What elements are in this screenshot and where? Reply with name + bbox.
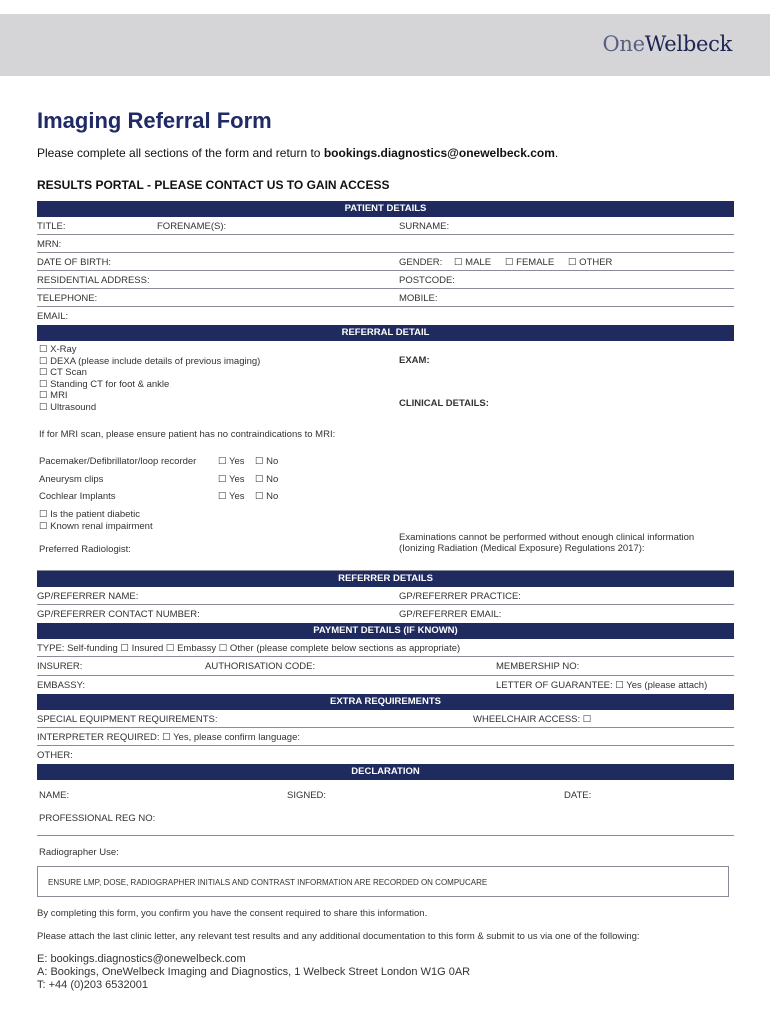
modality-ultrasound-checkbox[interactable]: ☐ Ultrasound (39, 401, 97, 413)
exam-note-line-1: Examinations cannot be performed without enough clinical information (399, 532, 695, 543)
row-email (37, 307, 734, 325)
row-dob (37, 253, 734, 271)
surname-field[interactable]: SURNAME: (399, 221, 450, 232)
brand-one: One (602, 32, 645, 56)
section-payment-details: PAYMENT DETAILS (IF KNOWN) (37, 623, 734, 639)
telephone-field[interactable]: TELEPHONE: (37, 293, 98, 304)
section-referrer-details: REFERRER DETAILS (37, 571, 734, 587)
payment-type-options[interactable]: TYPE: Self-funding ☐ Insured ☐ Embassy ☐ Other (please complete below sections as appropriate) (37, 643, 461, 654)
wheelchair-access-checkbox[interactable]: WHEELCHAIR ACCESS: ☐ (473, 714, 592, 725)
postcode-field[interactable]: POSTCODE: (399, 275, 455, 286)
brand-welbeck: Welbeck (644, 32, 732, 56)
modality-ct-checkbox[interactable]: ☐ CT Scan (39, 367, 87, 378)
cochlear-label: Cochlear Implants (39, 491, 116, 502)
attach-instructions: Please attach the last clinic letter, any relevant test results and any additional documentation to this form & submit to us via one of the following: (37, 931, 640, 942)
row-address (37, 271, 734, 289)
exam-note-line-2: (Ionizing Radiation (Medical Exposure) Regulations 2017): (399, 543, 645, 554)
radiographer-use-label: Radiographer Use: (39, 847, 119, 858)
aneurysm-yes-checkbox[interactable]: ☐ Yes (218, 474, 245, 485)
gender-other-checkbox[interactable]: ☐ OTHER (568, 257, 613, 268)
intro-end: . (554, 146, 559, 160)
insurer-field[interactable]: INSURER: (37, 661, 83, 672)
embassy-field[interactable]: EMBASSY: (37, 680, 86, 691)
row-other (37, 746, 734, 764)
intro-email-link[interactable]: bookings.diagnostics@onewelbeck.com (323, 146, 555, 160)
row-embassy (37, 676, 734, 694)
other-field[interactable]: OTHER: (37, 750, 73, 761)
modality-list (39, 344, 260, 413)
dob-field[interactable]: DATE OF BIRTH: (37, 257, 112, 268)
row-mrn (37, 235, 734, 253)
intro-text (37, 146, 558, 160)
clinical-details-field[interactable]: CLINICAL DETAILS: (399, 398, 489, 409)
forename-field[interactable]: FORENAME(S): (157, 221, 227, 232)
pacemaker-label: Pacemaker/Defibrillator/loop recorder (39, 456, 197, 467)
declaration-block (37, 780, 734, 875)
section-declaration: DECLARATION (37, 764, 734, 780)
interpreter-field[interactable]: INTERPRETER REQUIRED: ☐ Yes, please confirm language: (37, 732, 301, 743)
intro-lead: Please complete all sections of the form and return to (37, 146, 324, 160)
exam-field[interactable]: EXAM: (399, 355, 430, 366)
referrer-contact-field[interactable]: GP/REFERRER CONTACT NUMBER: (37, 609, 200, 620)
modality-dexa-checkbox[interactable]: ☐ DEXA (please include details of previous imaging) (39, 355, 261, 367)
row-payment-type (37, 639, 734, 657)
pacemaker-no-checkbox[interactable]: ☐ No (255, 456, 279, 467)
declaration-date-field[interactable]: DATE: (564, 790, 592, 801)
modality-mri-checkbox[interactable]: ☐ MRI (39, 390, 68, 401)
referrer-practice-field[interactable]: GP/REFERRER PRACTICE: (399, 591, 521, 602)
declaration-divider (37, 835, 734, 836)
results-portal-notice: RESULTS PORTAL - PLEASE CONTACT US TO GAIN ACCESS (37, 178, 390, 192)
renal-checkbox[interactable]: ☐ Known renal impairment (39, 521, 153, 532)
section-extra-requirements: EXTRA REQUIREMENTS (37, 694, 734, 710)
row-interpreter (37, 728, 734, 746)
gender-label: GENDER: (399, 257, 443, 268)
declaration-name-field[interactable]: NAME: (39, 790, 70, 801)
section-referral-detail: REFERRAL DETAIL (37, 325, 734, 341)
compucare-notice-box (37, 866, 729, 897)
cochlear-no-checkbox[interactable]: ☐ No (255, 491, 279, 502)
row-name (37, 217, 734, 235)
contact-email[interactable]: E: bookings.diagnostics@onewelbeck.com (37, 953, 246, 965)
aneurysm-no-checkbox[interactable]: ☐ No (255, 474, 279, 485)
referrer-email-field[interactable]: GP/REFERRER EMAIL: (399, 609, 502, 620)
pacemaker-yes-checkbox[interactable]: ☐ Yes (218, 456, 245, 467)
mobile-field[interactable]: MOBILE: (399, 293, 438, 304)
modality-xray-checkbox[interactable]: ☐ X-Ray (39, 344, 77, 355)
referral-detail-block (37, 341, 734, 571)
contact-phone[interactable]: T: +44 (0)203 6532001 (37, 979, 149, 991)
professional-reg-field[interactable]: PROFESSIONAL REG NO: (39, 813, 156, 824)
row-referrer-name (37, 587, 734, 605)
cochlear-yes-checkbox[interactable]: ☐ Yes (218, 491, 245, 502)
mrn-field[interactable]: MRN: (37, 239, 62, 250)
title-field[interactable]: TITLE: (37, 221, 66, 232)
gender-male-checkbox[interactable]: ☐ MALE (454, 257, 492, 268)
mri-note: If for MRI scan, please ensure patient has no contraindications to MRI: (39, 429, 336, 440)
contact-address: A: Bookings, OneWelbeck Imaging and Diagnostics, 1 Welbeck Street London W1G 0AR (37, 966, 471, 978)
row-insurer (37, 657, 734, 676)
diabetic-checkbox[interactable]: ☐ Is the patient diabetic (39, 509, 140, 520)
special-equipment-field[interactable]: SPECIAL EQUIPMENT REQUIREMENTS: (37, 714, 218, 725)
consent-text: By completing this form, you confirm you have the consent required to share this information. (37, 908, 428, 919)
row-referrer-contact (37, 605, 734, 623)
compucare-notice-text: ENSURE LMP, DOSE, RADIOGRAPHER INITIALS AND CONTRAST INFORMATION ARE RECORDED ON COMPUCARE (48, 878, 488, 887)
address-field[interactable]: RESIDENTIAL ADDRESS: (37, 275, 150, 286)
gender-female-checkbox[interactable]: ☐ FEMALE (505, 257, 555, 268)
authorisation-code-field[interactable]: AUTHORISATION CODE: (205, 661, 316, 672)
declaration-signed-field[interactable]: SIGNED: (287, 790, 327, 801)
email-field[interactable]: EMAIL: (37, 311, 69, 322)
aneurysm-label: Aneurysm clips (39, 474, 104, 485)
modality-standing-ct-checkbox[interactable]: ☐ Standing CT for foot & ankle (39, 378, 170, 390)
section-patient-details: PATIENT DETAILS (37, 201, 734, 217)
page-title: Imaging Referral Form (37, 108, 272, 133)
referral-form (37, 201, 734, 875)
brand-logo (602, 32, 732, 56)
contact-details (37, 953, 470, 992)
row-special-equipment (37, 710, 734, 728)
letter-of-guarantee-checkbox[interactable]: LETTER OF GUARANTEE: ☐ Yes (please attach) (496, 680, 708, 691)
radiologist-field[interactable]: Preferred Radiologist: (39, 544, 131, 555)
referrer-name-field[interactable]: GP/REFERRER NAME: (37, 591, 139, 602)
membership-no-field[interactable]: MEMBERSHIP NO: (496, 661, 580, 672)
row-phone (37, 289, 734, 307)
